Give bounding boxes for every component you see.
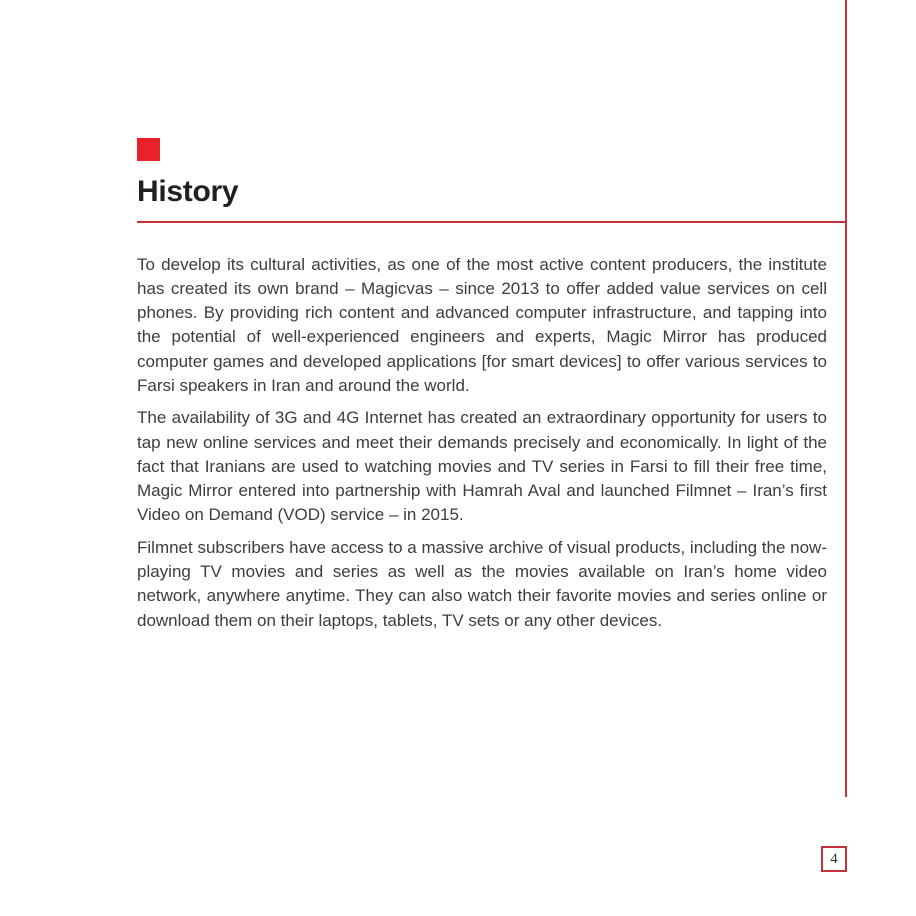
body-paragraph: Filmnet subscribers have access to a massive archive of visual products, including the now-playing TV movies and series as well as the movies available on Iran’s home video network, anywhere anytime. They can also watch their favorite movies and series online or download them on their laptops, tablets, TV sets or any other devices. bbox=[137, 537, 827, 630]
page-number: 4 bbox=[830, 850, 838, 867]
page-number-badge bbox=[821, 846, 847, 872]
body-paragraph: The availability of 3G and 4G Internet has created an extraordinary opportunity for users to tap new online services and meet their demands precisely and economically. In light of the fact that Iranians are used to watching movies and TV series in Farsi to fill their free time, Magic Mirror entered into partnership with Hamrah Aval and launched Filmnet – Iran’s first Video on Demand (VOD) service – in 2015. bbox=[137, 408, 827, 525]
heading-divider-rule bbox=[137, 221, 846, 223]
content-column bbox=[137, 138, 827, 641]
section-marker-square bbox=[137, 138, 160, 161]
right-margin-rule bbox=[845, 0, 847, 797]
body-text-block bbox=[137, 253, 827, 633]
page-title: History bbox=[137, 175, 239, 208]
body-paragraph: To develop its cultural activities, as one of the most active content producers, the institute has created its own brand – Magicvas – since 2013 to offer added value services on cell phones. By providing rich content and advanced computer infrastructure, and tapping into the potential of well-experienced engineers and experts, Magic Mirror has produced computer games and developed applications [for smart devices] to offer various services to Farsi speakers in Iran and around the world. bbox=[137, 254, 827, 395]
